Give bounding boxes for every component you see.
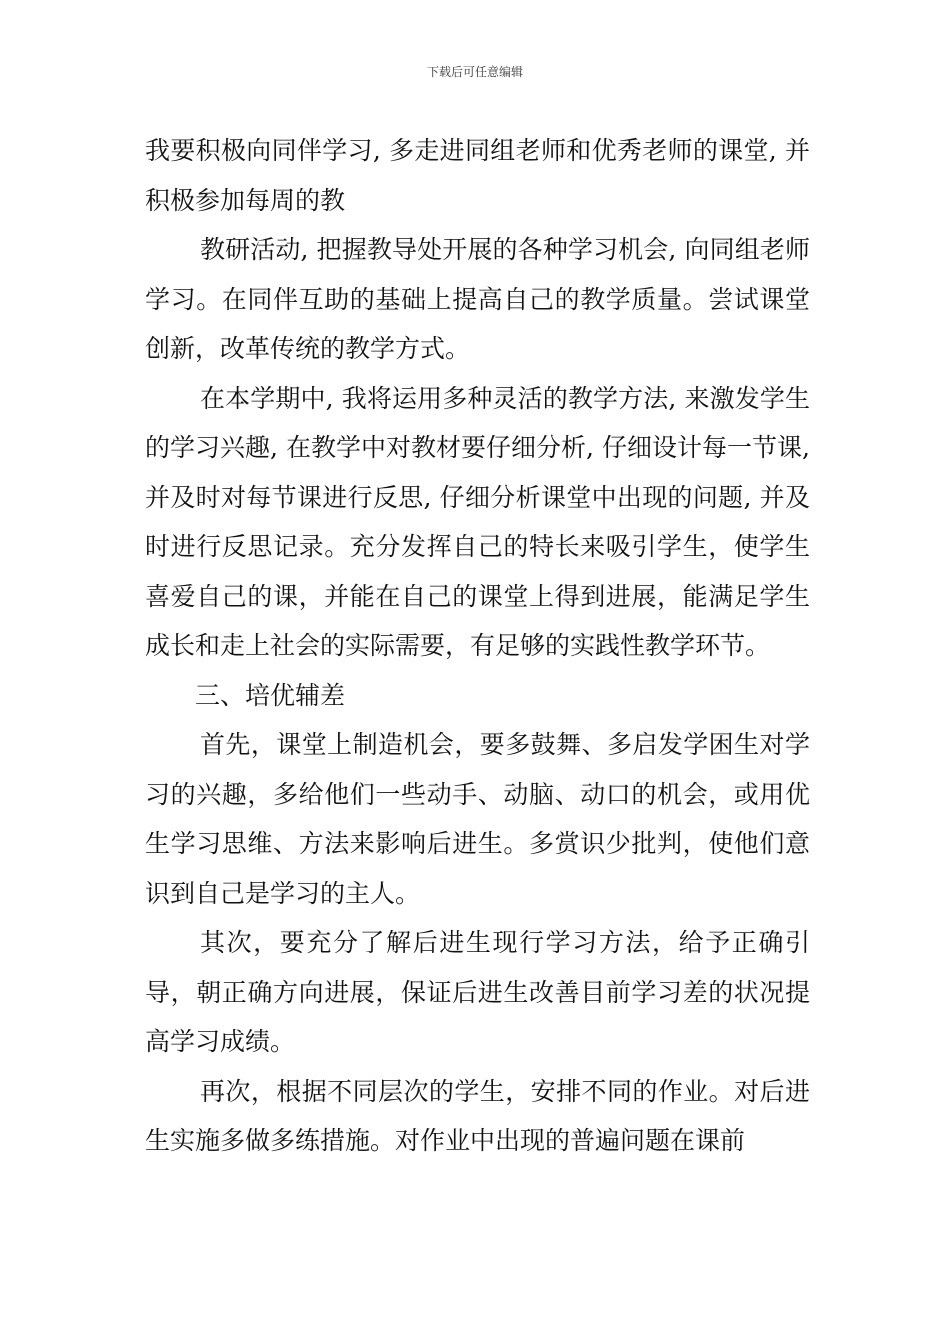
paragraph-4: 首先，课堂上制造机会，要多鼓舞、多启发学困生对学习的兴趣，多给他们一些动手、动脑、动口的机会，或用优生学习思维、方法来影响后进生。多赏识少批判，使他们意识到自己是学习的主人。 <box>145 730 810 908</box>
paragraph-3: 在本学期中, 我将运用多种灵活的教学方法, 来激发学生的学习兴趣, 在教学中对教材要仔细分析, 仔细设计每一节课, 并及时对每节课进行反思, 仔细分析课堂中出现的问题, 并及时进行反思记录。充分发挥自己的特长来吸引学生，使学生喜爱自己的课，并能在自己的课堂上得到进展，能满足学生成长和走上社会的实际需要，有足够的实践性教学环节。 <box>145 383 810 660</box>
paragraph-6: 再次，根据不同层次的学生，安排不同的作业。对后进生实施多做多练措施。对作业中出现的普遍问题在课前 <box>145 1076 810 1155</box>
paragraph-1: 我要积极向同伴学习, 多走进同组老师和优秀老师的课堂, 并积极参加每周的教 <box>145 136 810 215</box>
section-heading: 三、培优辅差 <box>195 680 346 710</box>
paragraph-2: 教研活动, 把握教导处开展的各种学习机会, 向同组老师学习。在同伴互助的基础上提高自己的教学质量。尝试课堂创新，改革传统的教学方式。 <box>145 235 810 363</box>
paragraph-5: 其次，要充分了解后进生现行学习方法，给予正确引导，朝正确方向进展，保证后进生改善目前学习差的状况提高学习成绩。 <box>145 928 810 1056</box>
document-body <box>145 126 810 1166</box>
page-header-note: 下载后可任意编辑 <box>426 65 523 79</box>
